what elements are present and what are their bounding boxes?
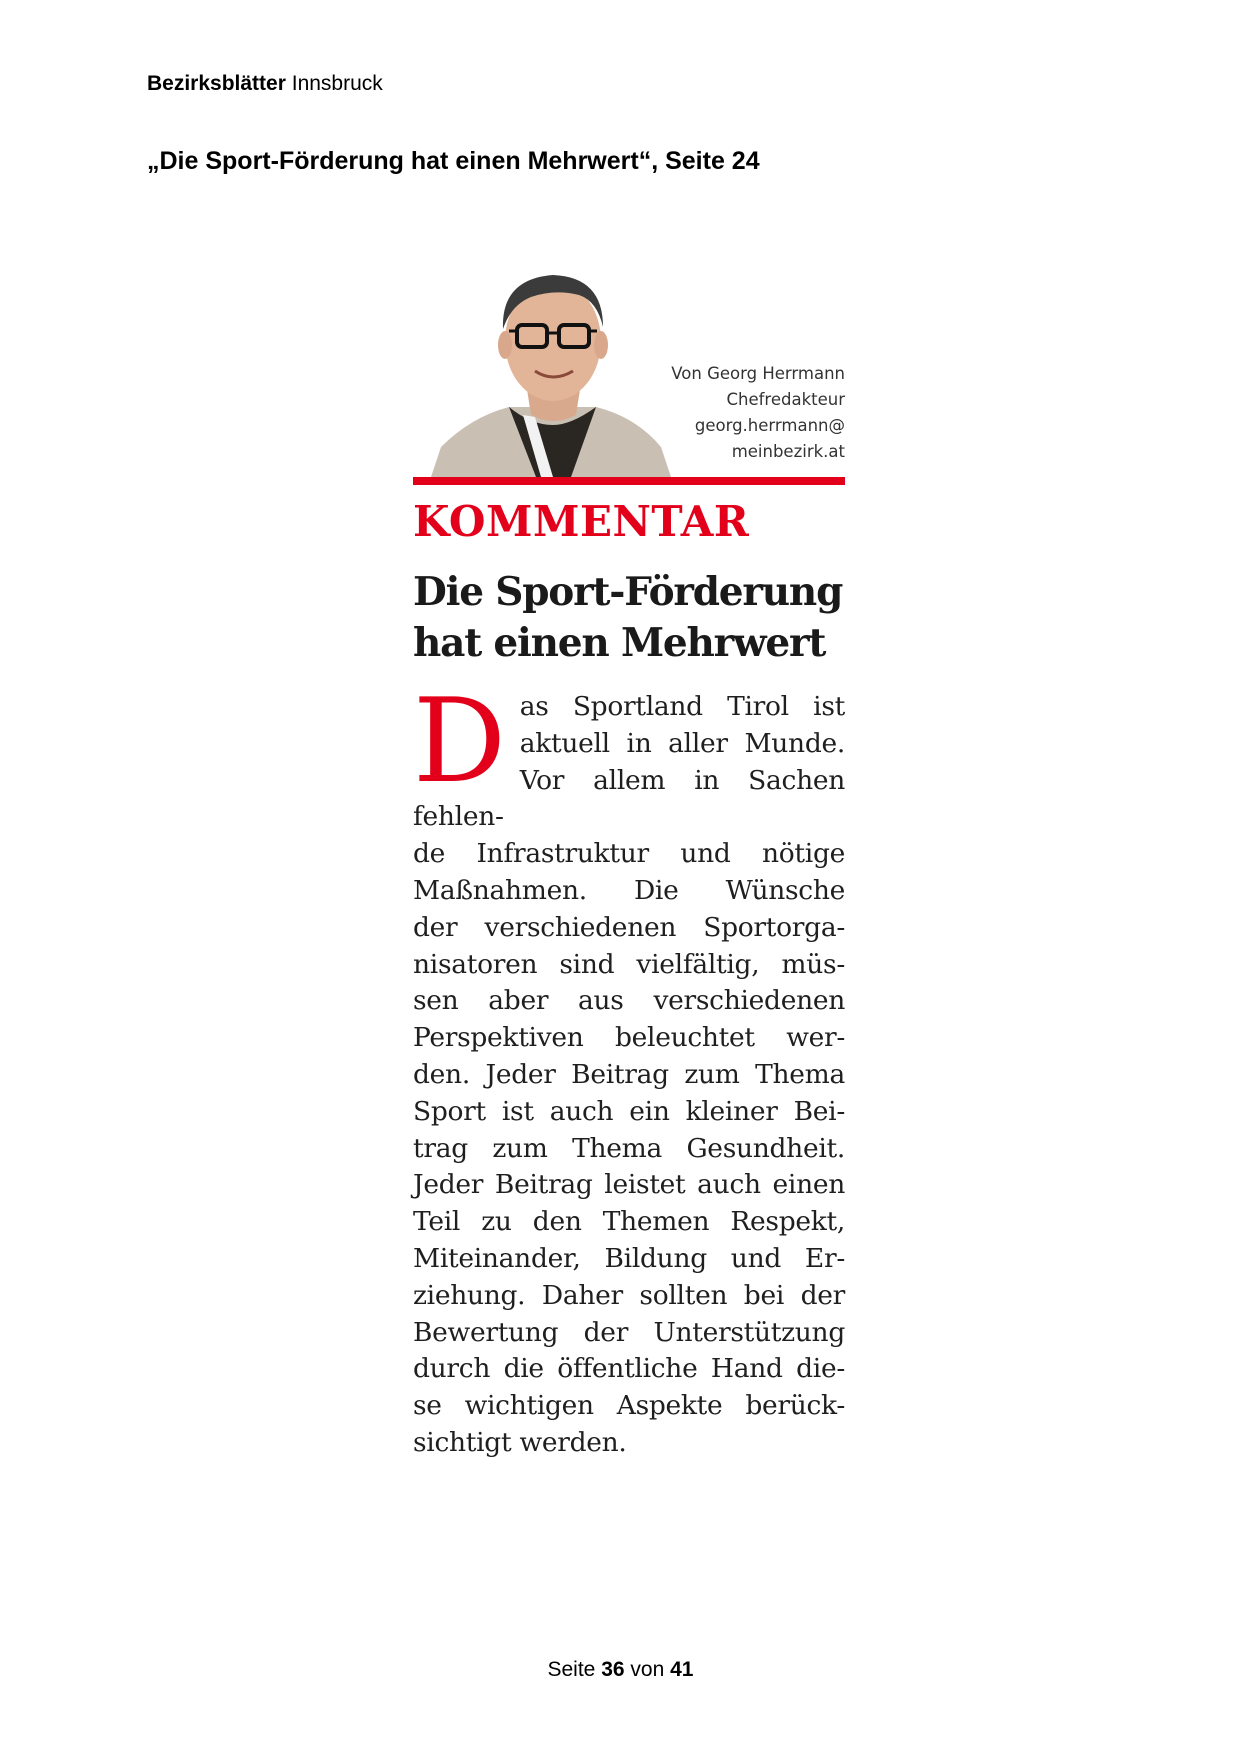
- body-line: trag zum Thema Gesundheit.: [413, 1132, 845, 1164]
- publication-region: Innsbruck: [291, 72, 383, 95]
- body-line: Perspektiven beleuchtet wer-: [413, 1022, 845, 1054]
- author-role: Chefredakteur: [726, 390, 845, 409]
- body-line: se wichtigen Aspekte berück-: [413, 1390, 845, 1422]
- headline-line-1: Die Sport-Förderung: [413, 569, 843, 615]
- section-label: KOMMENTAR: [413, 497, 750, 546]
- author-photo: [431, 265, 671, 477]
- red-divider: [413, 477, 845, 485]
- body-line: Maßnahmen. Die Wünsche: [413, 874, 845, 906]
- body-line: Vor allem in Sachen fehlen-: [413, 764, 845, 833]
- body-line: as Sportland Tirol ist: [519, 691, 845, 722]
- body-line: Sport ist auch ein kleiner Bei-: [413, 1095, 845, 1127]
- drop-cap: D: [413, 674, 506, 809]
- page-footer: [0, 1658, 1241, 1682]
- article-headline: [413, 567, 845, 669]
- publication-name: Bezirksblätter: [147, 72, 286, 95]
- current-page-number: 36: [601, 1658, 625, 1681]
- headline-line-2: hat einen Mehrwert: [413, 620, 826, 666]
- body-line: der verschiedenen Sportorga-: [413, 911, 845, 943]
- footer-prefix: Seite: [547, 1658, 596, 1681]
- author-email-user: georg.herrmann@: [694, 416, 845, 435]
- body-line: Miteinander, Bildung und Er-: [413, 1242, 845, 1274]
- body-line: de Infrastruktur und nötige: [413, 838, 845, 870]
- publication-header: [147, 72, 383, 96]
- body-line: Bewertung der Unterstützung: [413, 1316, 845, 1348]
- total-page-count: 41: [670, 1658, 694, 1681]
- body-line: den. Jeder Beitrag zum Thema: [413, 1058, 845, 1090]
- body-line: nisatoren sind vielfältig, müs-: [413, 948, 845, 980]
- body-line: aktuell in aller Munde.: [519, 727, 845, 759]
- author-byline: [671, 361, 845, 465]
- clip-title: „Die Sport-Förderung hat einen Mehrwert“, Seite 24: [147, 147, 760, 175]
- body-line: Teil zu den Themen Respekt,: [413, 1206, 845, 1238]
- article-body: [413, 674, 845, 1462]
- author-email-domain: meinbezirk.at: [731, 442, 845, 461]
- footer-middle: von: [630, 1658, 665, 1681]
- body-line: Jeder Beitrag leistet auch einen: [413, 1169, 845, 1201]
- article-clipping: [413, 265, 845, 1465]
- body-line: sen aber aus verschiedenen: [413, 985, 845, 1017]
- author-name: Von Georg Herrmann: [671, 364, 845, 383]
- body-line: durch die öffentliche Hand die-: [413, 1353, 845, 1385]
- body-line: sichtigt werden.: [413, 1426, 627, 1458]
- body-line: ziehung. Daher sollten bei der: [413, 1279, 845, 1311]
